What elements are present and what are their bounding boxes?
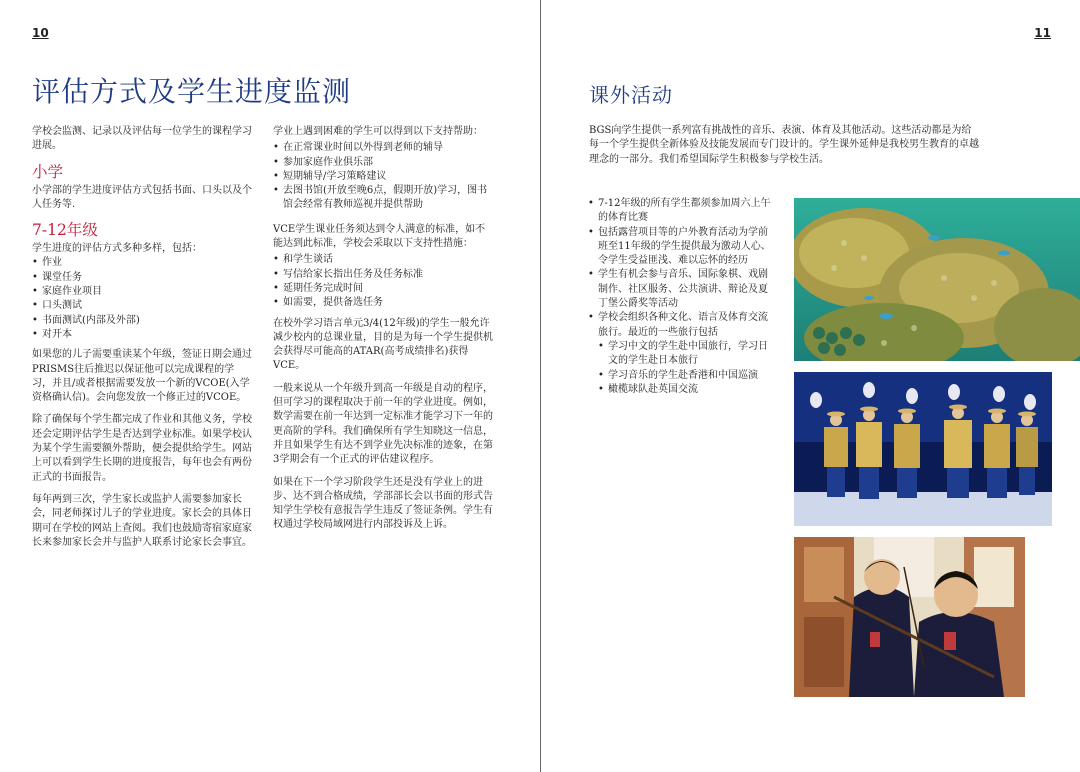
language-paragraph: 在校外学习语言单元3/4(12年级)的学生一般允许减少校内的总课业量，目的是为每一个学生提供机会获得尽可能高的ATAR(高考成绩排名)获得VCE。 [273,317,493,372]
senior-heading: 7-12年级 [32,221,98,240]
page-title-activities: 课外活动 [589,83,673,107]
list-item: • 学生有机会参与音乐、国际象棋、戏剧制作、社区服务、公共演讲、辩论及夏丁堡公爵奖等活动 [588,268,772,311]
support-intro: 学业上遇到困难的学生可以得到以下支持帮助： [273,126,483,137]
support-list [273,141,495,212]
list-item: • 延期任务完成时间 [273,282,495,296]
primary-paragraph: 小学部的学生进度评估方式包括书面、口头以及个人任务等. [32,184,252,210]
page-number-right: 11 [1034,26,1051,40]
list-item: • 对开本 [32,328,254,342]
list-item-text: 学校会组织各种文化、语言及体育交流旅行。最近的一些旅行包括 [598,312,768,338]
assessment-methods-list [32,256,254,342]
reports-paragraph: 除了确保每个学生都完成了作业和其他义务，学校还会定期评估学生是否达到学业标准。如果学校认为某个学生需要额外帮助，便会提供给学生。网站上可以看到学生长期的进度报告，每年也会有两份正式的书面报告。 [32,414,252,483]
probation-paragraph: 如果在下一个学习阶段学生还是没有学业上的进步、达不到合格成绩，学部部长会以书面的形式告知学生学校有意报告学生违反了签证条例。学生有权通过学校局域网进行内部投诉及上诉。 [273,476,493,531]
list-item: • 学习音乐的学生赴香港和中国巡演 [598,369,772,383]
vce-intro: VCE学生课业任务须达到令人满意的标准，如不能达到此标准，学校会采取以下支持性措施： [273,223,486,250]
primary-heading: 小学 [32,162,64,181]
page-number-left: 10 [32,26,49,40]
coral-reef-photo [794,198,1080,361]
activities-intro [589,124,981,175]
list-item: • 作业 [32,256,254,270]
stage-performance-photo [794,372,1052,526]
senior-intro: 学生进度的评估方式多种多样，包括： [32,243,202,255]
trips-list [598,340,772,397]
repeat-year-paragraph: 如果您的儿子需要重读某个年级，签证日期会通过PRISMS往后推迟以保证他可以完成课程的学习，并且/或者根据需要发放一个新的VCOE(入学资格确认信)。会向您发放一个修正过的VCOE。 [32,349,252,404]
intro-paragraph: 学校会监测、记录以及评估每一位学生的课程学习进展。 [32,126,252,152]
vce-support-list [273,253,495,310]
activities-list [588,197,772,397]
list-item: • 课堂任务 [32,271,254,285]
list-item: • 和学生谈话 [273,253,495,267]
left-column-1 [32,125,254,558]
list-item: • 短期辅导/学习策略建议 [273,170,495,184]
violin-lesson-photo [794,537,1025,697]
list-item: • 在正常课业时间以外得到老师的辅导 [273,141,495,155]
list-item: • 橄榄球队赴英国交流 [598,383,772,397]
list-item: • 家庭作业项目 [32,285,254,299]
list-item [588,311,772,397]
list-item: • 如需要，提供备选任务 [273,296,495,310]
list-item: • 写信给家长指出任务及任务标准 [273,268,495,282]
list-item: • 去图书馆(开放至晚6点，假期开放)学习，图书馆会经常有教师巡视并提供帮助 [273,184,495,213]
left-column-2 [273,125,495,541]
intro-paragraph: BGS向学生提供一系列富有挑战性的音乐、表演、体育及其他活动。这些活动都是为给每一个学生提供全新体验及技能发展而专门设计的。学生课外延伸是我校男生教育的卓越理念的一部分。我们希望国际学生积极参与学校生活。 [589,125,979,165]
list-item: • 包括露营项目等的户外教育活动为学前班至11年级的学生提供最为激动人心、令学生受益匪浅、难以忘怀的经历 [588,226,772,269]
parents-paragraph: 每年两到三次，学生家长或监护人需要参加家长会，同老师探讨儿子的学业进度。家长会的具体日期可在学校的网站上查阅。我们也鼓励寄宿家庭家长来参加家长会并与监护人联系讨论家长会事宜。 [32,493,252,548]
list-item: • 7-12年级的所有学生都须参加周六上午的体育比赛 [588,197,772,226]
list-item: • 书面测试(内部及外部) [32,314,254,328]
list-item: • 参加家庭作业俱乐部 [273,156,495,170]
list-item: • 口头测试 [32,299,254,313]
right-page [541,0,1080,772]
list-item: • 学习中文的学生赴中国旅行，学习日文的学生赴日本旅行 [598,340,772,369]
page-title-assessment: 评估方式及学生进度监测 [32,75,352,108]
promotion-paragraph: 一般来说从一个年级升到高一年级是自动的程序，但可学习的课程取决于前一年的学业进度。例如，数学需要在前一年达到一定标准才能学习下一年的更高阶的学科。我们确保所有学生知晓这一信息，并且如果学生有达不到学业先决标准的迹象，在第3学期会有一个正式的评估建议程序。 [273,382,493,466]
activities-column [588,197,772,403]
